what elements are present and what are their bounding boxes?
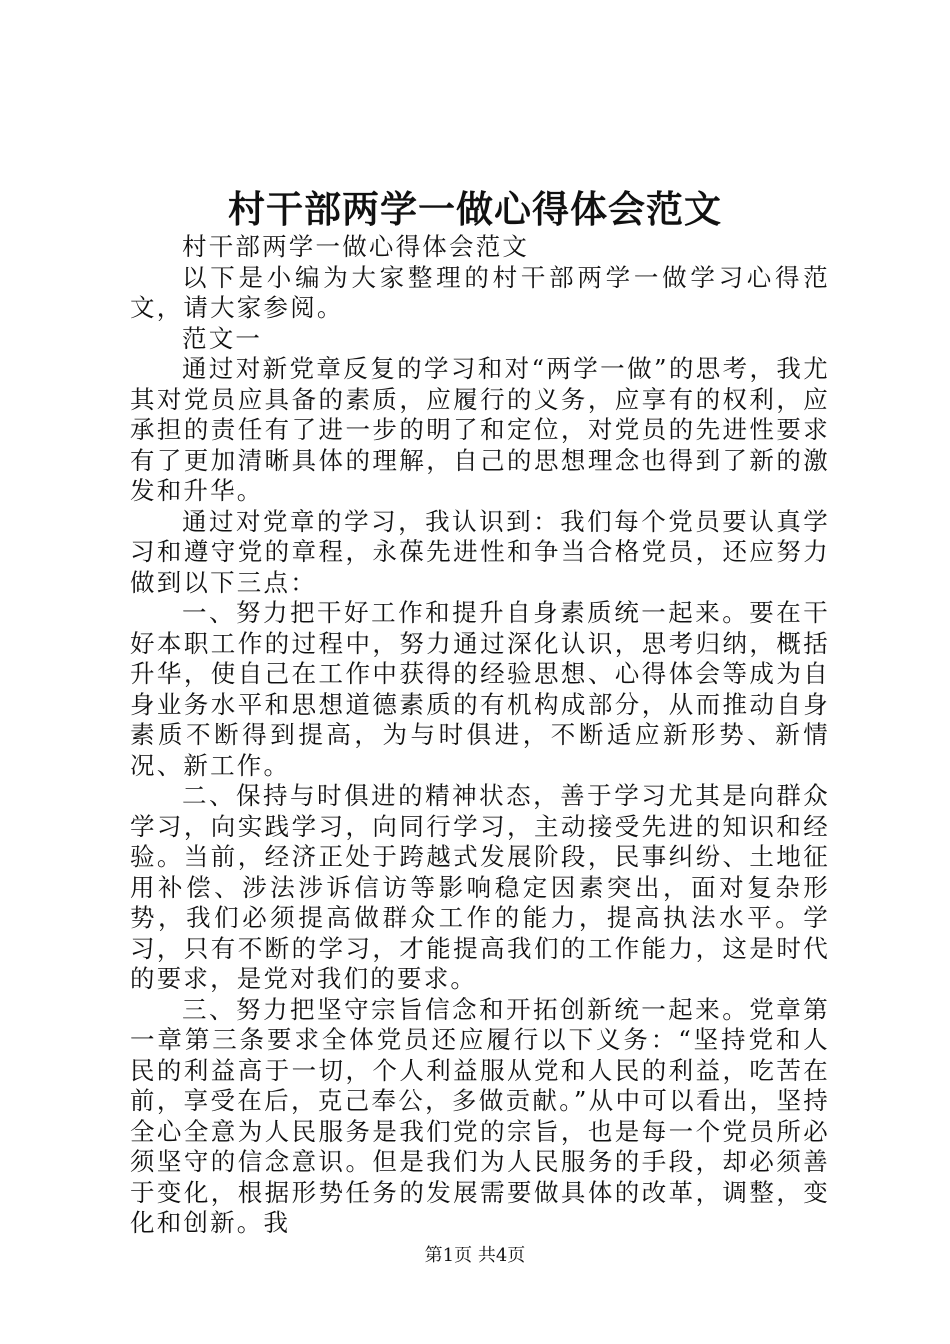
paragraph-subtitle: 村干部两学一做心得体会范文 [182, 232, 530, 261]
paragraph-body: 通过对党章的学习，我认识到：我们每个党员要认真学习和遵守党的章程，永葆先进性和争当合格党员，还应努力做到以下三点： [130, 506, 830, 597]
paragraph-point-three: 三、努力把坚守宗旨信念和开拓创新统一起来。党章第一章第三条要求全体党员还应履行以下义务：“坚持党和人民的利益高于一切，个人利益服从党和人民的利益，吃苦在前，享受在后，克己奉公，多做贡献。”从中可以看出，坚持全心全意为人民服务是我们党的宗旨，也是每一个党员所必须坚守的信念意识。但是我们为人民服务的手段，却必须善于变化，根据形势任务的发展需要做具体的改革，调整，变化和创新。我 [130, 994, 830, 1237]
document-title: 村干部两学一做心得体会范文 [228, 187, 722, 231]
paragraph-intro: 以下是小编为大家整理的村干部两学一做学习心得范文，请大家参阅。 [130, 262, 830, 322]
document-body [130, 232, 830, 1239]
paragraph-sample-heading: 范文一 [182, 323, 263, 353]
page-footer: 第1页 共4页 [424, 1245, 526, 1266]
paragraph-body: 通过对新党章反复的学习和对“两学一做”的思考，我尤其对党员应具备的素质，应履行的义务，应享有的权利，应承担的责任有了进一步的明了和定位，对党员的先进性要求有了更加清晰具体的理解，自己的思想理念也得到了新的激发和升华。 [130, 354, 830, 505]
paragraph-point-two: 二、保持与时俱进的精神状态，善于学习尤其是向群众学习，向实践学习，向同行学习，主动接受先进的知识和经验。当前，经济正处于跨越式发展阶段，民事纠纷、土地征用补偿、涉法涉诉信访等影响稳定因素突出，面对复杂形势，我们必须提高做群众工作的能力，提高执法水平。学习，只有不断的学习，才能提高我们的工作能力，这是时代的要求，是党对我们的要求。 [130, 781, 830, 993]
paragraph-point-one: 一、努力把干好工作和提升自身素质统一起来。要在干好本职工作的过程中，努力通过深化认识，思考归纳，概括升华，使自己在工作中获得的经验思想、心得体会等成为自身业务水平和思想道德素质的有机构成部分，从而推动自身素质不断得到提高，为与时俱进，不断适应新形势、新情况、新工作。 [130, 598, 830, 780]
